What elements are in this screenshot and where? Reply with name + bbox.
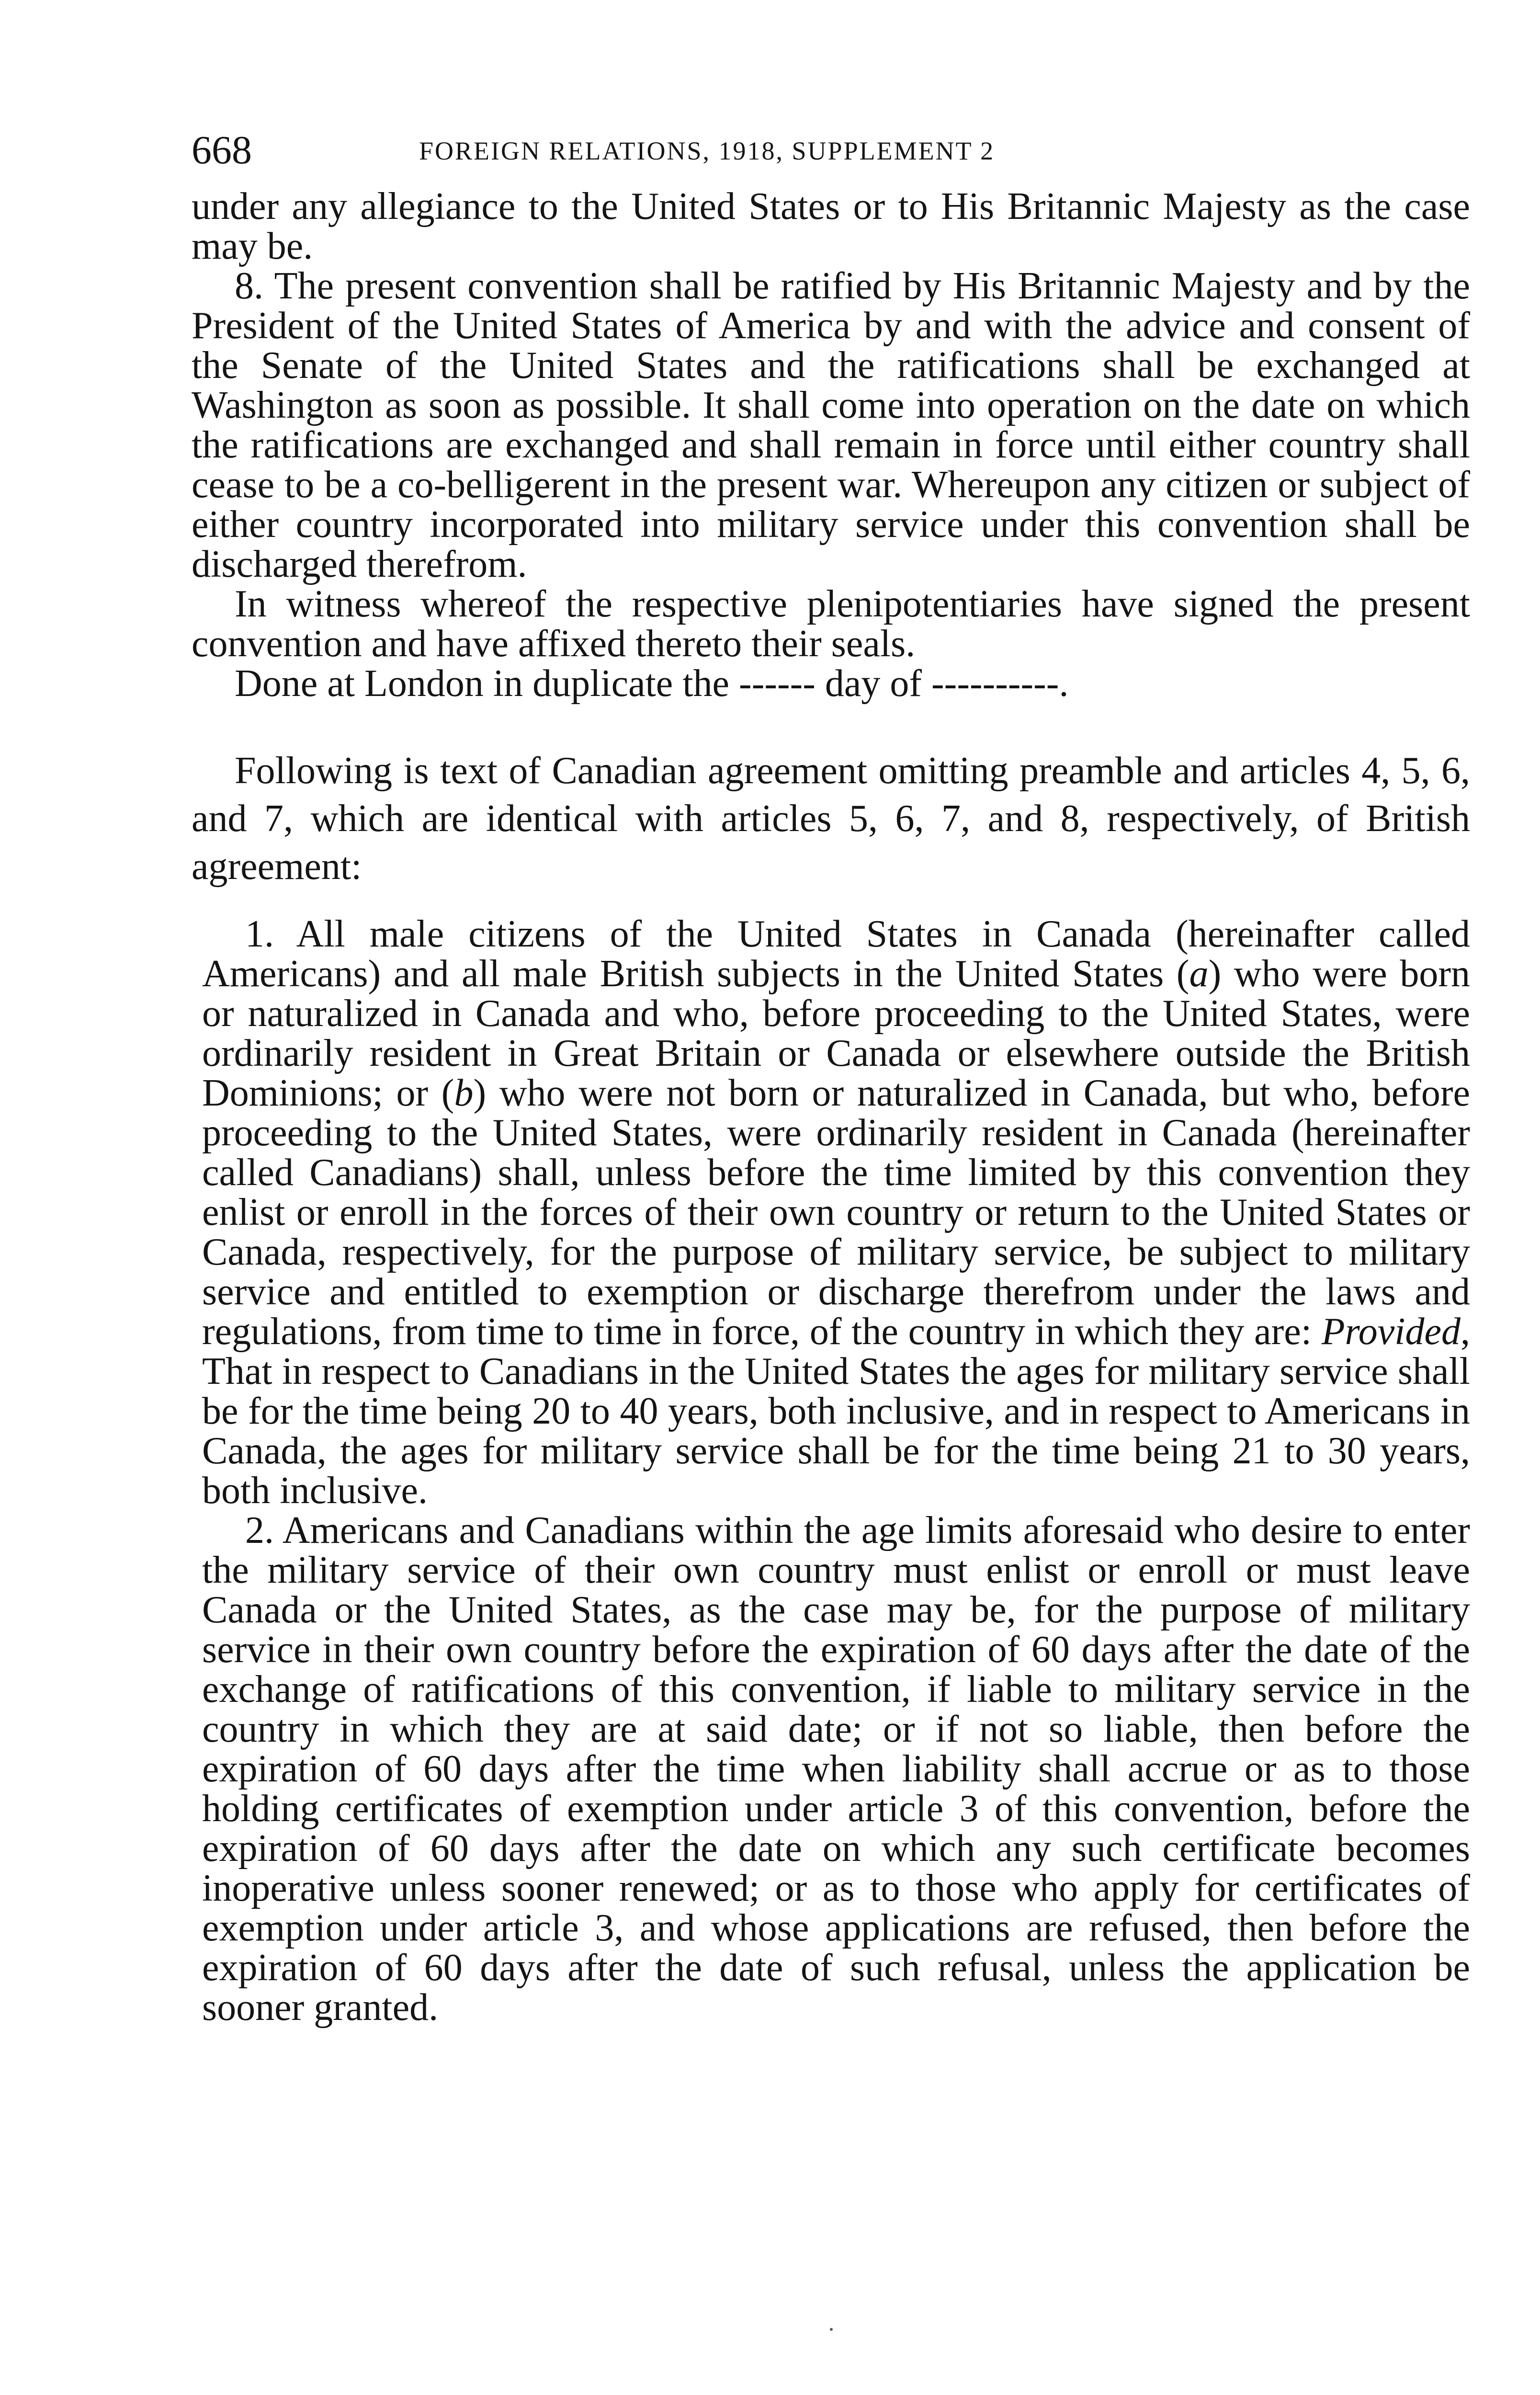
canadian-agreement-text xyxy=(202,914,1470,2028)
page-number: 668 xyxy=(192,128,252,172)
agreement-article-1 xyxy=(202,914,1470,1511)
continued-paragraph: under any allegiance to the United States or to His Britannic Majesty as the case may be. xyxy=(192,185,1470,267)
article-1-clause-letter-b: b xyxy=(454,1072,474,1114)
document-page xyxy=(192,120,1470,2028)
running-head xyxy=(192,120,1470,187)
article-8-paragraph: 8. The present convention shall be ratified by His Britannic Majesty and by the President of the United States of America by and with the advice and consent of the Senate of the United States and the ratifications shall be exchanged at Washington as soon as possible. It shall come into operation on the date on which the ratifications are exchanged and shall remain in force until either country shall cease to be a co-belligerent in the present war. Whereupon any citizen or subject of either country incorporated into military service under this convention shall be discharged therefrom. xyxy=(192,265,1470,585)
article-1-part-d: , That in respect to Canadians in the United States the ages for military service shall be for the time being 20 to 40 years, both inclusive, and in respect to Americans in Canada, the ages for military service shall be for the time being 21 to 30 years, both inclusive. xyxy=(202,1311,1470,1512)
witness-paragraph: In witness whereof the respective plenipotentiaries have signed the present convention and have affixed thereto their seals. xyxy=(192,583,1470,665)
done-at-london-line: Done at London in duplicate the ------ day of ----------. xyxy=(235,662,1069,705)
stray-ink-mark xyxy=(830,2328,833,2331)
running-head-title: FOREIGN RELATIONS, 1918, SUPPLEMENT 2 xyxy=(419,137,995,165)
article-1-part-b: ) who were born or naturalized in Canada and who, before proceeding to the United States, were ordinarily resident in Great Britain or Canada or elsewhere outside the British Dominions; or ( xyxy=(202,953,1471,1114)
agreement-article-2: 2. Americans and Canadians within the age limits aforesaid who desire to enter the military service of their own country must enlist or enroll or must leave Canada or the United States, as the case may be, for the purpose of military service in their own country before the expiration of 60 days after the date of the exchange of ratifications of this convention, if liable to military service in the country in which they are at said date; or if not so liable, then before the expiration of 60 days after the time when liability shall accrue or as to those holding certificates of exemption under article 3 of this convention, before the expiration of 60 days after the date on which any such certificate becomes inoperative unless sooner renewed; or as to those who apply for certificates of exemption under article 3, and whose applications are refused, then before the expiration of 60 days after the date of such refusal, unless the application be sooner granted. xyxy=(202,1509,1470,2029)
canadian-agreement-intro: Following is text of Canadian agreement omitting preamble and articles 4, 5, 6, and 7, which are identical with articles 5, 6, 7, and 8, respectively, of British agreement: xyxy=(192,750,1470,888)
article-1-part-a: 1. All male citizens of the United States in Canada (hereinafter called Americans) and all male British subjects in the United States ( xyxy=(202,913,1470,995)
article-1-part-c: ) who were not born or naturalized in Canada, but who, before proceeding to the United States, were ordinarily resident in Canada (hereinafter called Canadians) shall, unless before the time limited by this convention they enlist or enroll in the forces of their own country or return to the United States or Canada, respectively, for the purpose of military service, be subject to military service and entitled to exemption or discharge therefrom under the laws and regulations, from time to time in force, of the country in which they are: xyxy=(202,1072,1471,1353)
article-1-clause-letter-a: a xyxy=(1189,953,1209,995)
article-1-provided: Provided xyxy=(1321,1311,1461,1353)
